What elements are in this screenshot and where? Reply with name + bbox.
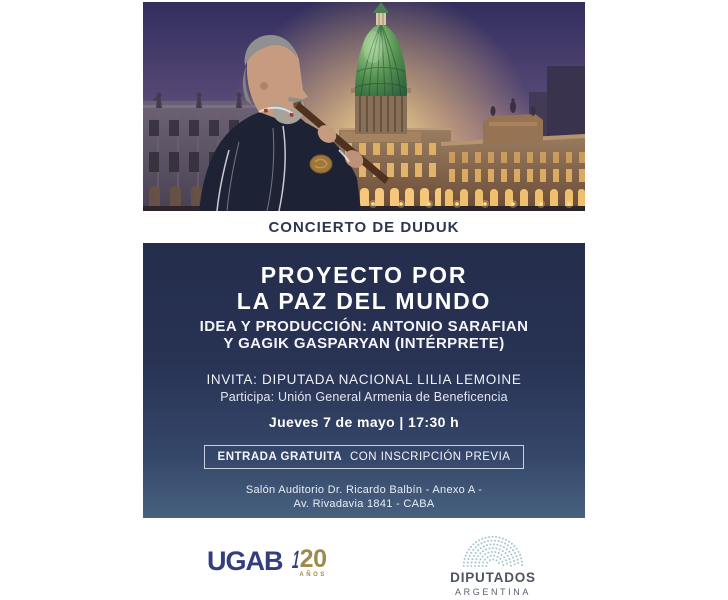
ugab-acronym: UGAB	[207, 546, 283, 576]
credits	[143, 318, 585, 352]
ugab-years-tens: 20	[299, 545, 327, 573]
credits-line2: Y GAGIK GASPARYAN (INTÉRPRETE)	[223, 335, 505, 352]
event-details-panel	[143, 243, 585, 518]
diputados-logo	[441, 532, 545, 597]
free-entry-badge	[204, 445, 525, 469]
credits-line1: IDEA Y PRODUCCIÓN: ANTONIO SARAFIAN	[199, 318, 529, 335]
diputados-country: ARGENTINA	[455, 587, 531, 597]
ugab-years-block	[299, 545, 327, 578]
main-title	[143, 262, 585, 314]
free-entry-bold: ENTRADA GRATUITA	[217, 451, 343, 463]
invites-line: INVITA: DIPUTADA NACIONAL LILIA LEMOINE	[206, 372, 522, 387]
poster-tagline: CONCIERTO DE DUDUK	[268, 219, 460, 236]
diputados-name: DIPUTADOS	[450, 570, 536, 585]
ugab-years-label: AÑOS	[299, 572, 327, 578]
participates-line: Participa: Unión General Armenia de Beneficencia	[220, 390, 508, 404]
ugab-years-digit: 1	[289, 546, 302, 574]
venue-address	[143, 483, 585, 511]
main-title-line1: PROYECTO POR	[260, 262, 468, 288]
hero-photo	[143, 2, 585, 211]
free-entry-rest: CON INSCRIPCIÓN PREVIA	[349, 451, 511, 463]
venue-line1: Salón Auditorio Dr. Ricardo Balbín - Anexo A -	[245, 484, 483, 496]
main-title-line2: LA PAZ DEL MUNDO	[236, 288, 492, 314]
event-datetime: Jueves 7 de mayo | 17:30 h	[268, 414, 460, 430]
venue-line2: Av. Rivadavia 1841 - CABA	[293, 498, 435, 510]
hero-photo-illustration	[143, 2, 585, 211]
ugab-logo	[207, 545, 327, 578]
free-entry-badge-wrap	[143, 445, 585, 469]
dotted-sunburst-icon	[460, 532, 526, 568]
